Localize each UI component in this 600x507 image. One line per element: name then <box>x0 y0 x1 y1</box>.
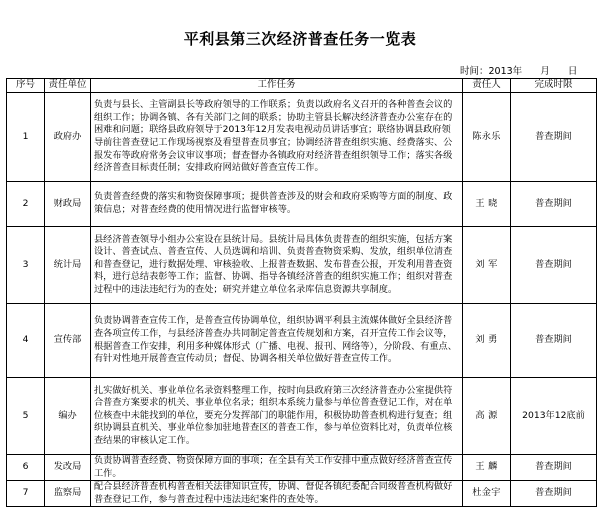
table-row <box>7 93 597 182</box>
row-seq: 3 <box>7 227 45 304</box>
header-task: 工作任务 <box>91 79 463 93</box>
row-person: 王 晓 <box>463 182 511 227</box>
row-person: 王 麟 <box>463 455 511 481</box>
row-seq: 2 <box>7 182 45 227</box>
header-person: 责任人 <box>463 79 511 93</box>
row-deadline: 普查期间 <box>511 304 597 378</box>
row-person: 陈永乐 <box>463 93 511 182</box>
row-task: 县经济普查领导小组办公室设在县统计局。县统计局具体负责普查的组织实施，包括方案设计、普查试点、普查宣传、人员选调和培训、负责普查物资采购、发放，组织单位清查和普查登记，进行数据处理、审核验收、上报普查数据、发布普查公报，开发利用普查资料，进行总结表彰等工作；监督、协调、指导各镇经济普查的组织实施工作；组织对普查过程中的违法违纪行为的查处；研究并建立单位名录库信息资源共享制度。 <box>91 227 463 304</box>
table-header-row <box>7 79 597 93</box>
row-task: 负责普查经费的落实和物资保障事项；提供普查涉及的财会和政府采购等方面的制度、政策信息；对普查经费的使用情况进行监督审核等。 <box>91 182 463 227</box>
row-seq: 4 <box>7 304 45 378</box>
header-deadline: 完成时限 <box>511 79 597 93</box>
row-seq: 6 <box>7 455 45 481</box>
row-seq: 1 <box>7 93 45 182</box>
row-person: 刘 军 <box>463 227 511 304</box>
row-deadline: 普查期间 <box>511 182 597 227</box>
row-unit: 监察局 <box>45 481 91 507</box>
row-seq: 5 <box>7 378 45 455</box>
row-task: 配合县经济普查机构普查相关法律知识宣传，协调、督促各镇纪委配合同级普查机构做好普查登记工作，参与普查过程中违法违纪案件的查处等。 <box>91 481 463 507</box>
row-deadline: 2013年12底前 <box>511 378 597 455</box>
row-person: 高 源 <box>463 378 511 455</box>
row-task: 扎实做好机关、事业单位名录资料整理工作，按时向县政府第三次经济普查办公室提供符合普查方案要求的机关、事业单位名录；组织本系统力量参与单位普查登记工作，对在单位核查中未能找到的单位，要充分发挥部门的职能作用，积极协助普查机构进行复查；组织协调县直机关、事业单位参加驻地普查区的普查工作，参与单位资料比对，负责单位核查结果的审核认定工作。 <box>91 378 463 455</box>
table-row <box>7 227 597 304</box>
table-row <box>7 304 597 378</box>
header-unit: 责任单位 <box>45 79 91 93</box>
row-unit: 财政局 <box>45 182 91 227</box>
row-deadline: 普查期间 <box>511 93 597 182</box>
table-row <box>7 182 597 227</box>
row-task: 负责协调普查宣传工作，是普查宣传协调单位，组织协调平利县主流媒体做好全县经济普查各项宣传工作，与县经济普查办共同制定普查宣传规划和方案，召开宣传工作会议等，根据普查工作安排，利用多种媒体形式（广播、电视、报刊、网络等），分阶段、有重点、有针对性地开展普查宣传动员；督促、协调各相关单位做好普查宣传工作。 <box>91 304 463 378</box>
row-task: 负责与县长、主管副县长等政府领导的工作联系；负责以政府名义召开的各种普查会议的组织工作；协调各镇、各有关部门之间的联系；协助主管县长解决经济普查办公室存在的困难和问题；联络县政府领导于2013年12月发表电视动员讲话事宜；联络协调县政府领导前往普查登记工作现场视察及看望普查员事宜；协调经济普查组织实施、经费落实、公报发布等政府常务会议审议事项；督查督办各镇政府对经济普查组织领导工作；落实各级经济普查目标责任制；安排政府网站做好普查宣传工作。 <box>91 93 463 182</box>
row-unit: 发改局 <box>45 455 91 481</box>
page-title: 平利县第三次经济普查任务一览表 <box>183 30 417 48</box>
row-unit: 政府办 <box>45 93 91 182</box>
row-unit: 宣传部 <box>45 304 91 378</box>
row-unit: 编办 <box>45 378 91 455</box>
row-task: 负责协调普查经费、物资保障方面的事项；在全县有关工作安排中重点做好经济普查宣传工作。 <box>91 455 463 481</box>
row-deadline: 普查期间 <box>511 455 597 481</box>
row-person: 杜金宇 <box>463 481 511 507</box>
row-person: 刘 勇 <box>463 304 511 378</box>
table-row <box>7 481 597 507</box>
task-table <box>6 78 597 507</box>
row-deadline: 普查期间 <box>511 481 597 507</box>
header-seq: 序号 <box>7 79 45 93</box>
row-deadline: 普查期间 <box>511 227 597 304</box>
table-row <box>7 455 597 481</box>
date-line: 时间：2013年 月 日 <box>460 66 578 77</box>
row-unit: 统计局 <box>45 227 91 304</box>
row-seq: 7 <box>7 481 45 507</box>
table-row <box>7 378 597 455</box>
